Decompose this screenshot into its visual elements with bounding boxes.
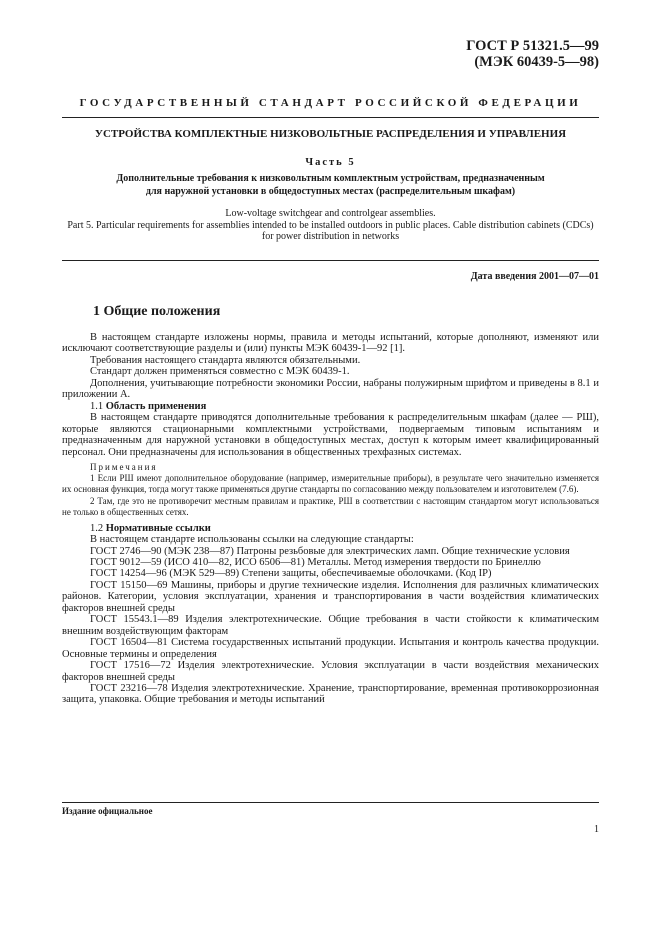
note: 1 Если РШ имеют дополнительное оборудование (например, измерительные приборы), в результате чего значительно изменяется их основная функция, тогда могут также применяться другие стандарты по согласованию между пользователем и изготовителем (7.6). <box>62 472 599 495</box>
reference-item: ГОСТ 15543.1—89 Изделия электротехнические. Общие требования в части стойкости к климатическим внешним воздействующим факторам <box>62 614 599 637</box>
document-title: УСТРОЙСТВА КОМПЛЕКТНЫЕ НИЗКОВОЛЬТНЫЕ РАСПРЕДЕЛЕНИЯ И УПРАВЛЕНИЯ <box>94 128 567 140</box>
title-rule <box>62 260 599 261</box>
english-title-line: Part 5. Particular requirements for assemblies intended to be installed outdoors in public places. Cable distribution cabinets (CDCs) for power distribution in networks <box>67 219 594 242</box>
english-title <box>62 208 599 243</box>
paragraph: Требования настоящего стандарта являются обязательными. <box>90 354 361 366</box>
state-standard-heading: ГОСУДАРСТВЕННЫЙ СТАНДАРТ РОССИЙСКОЙ ФЕДЕРАЦИИ <box>79 97 582 109</box>
effective-date: Дата введения 2001—07—01 <box>470 271 599 282</box>
reference-item: ГОСТ 23216—78 Изделия электротехнические. Хранение, транспортирование, временная противокоррозионная защита, упаковка. Общие требования и методы испытаний <box>62 682 599 706</box>
paragraph: Стандарт должен применяться совместно с МЭК 60439-1. <box>90 366 350 378</box>
paragraph: В настоящем стандарте приводятся дополнительные требования к распределительным шкафам (далее — РШ), которые являются стационарными комплектными устройствами, подвергаемым типовым испытаниям и предназначенным для наружной установки в общедоступных местах, доступ к которым имеет квалифицированный персонал. Они предназначены для использования в общественных трехфазных системах. <box>62 412 599 458</box>
standard-code <box>466 38 599 70</box>
reference-item: ГОСТ 2746—90 (МЭК 238—87) Патроны резьбовые для электрических ламп. Общие технические условия <box>90 545 570 557</box>
subsection-number: 1.1 <box>90 400 104 412</box>
note: 2 Там, где это не противоречит местным правилам и практике, РШ в соответствии с настоящим стандартом могут использоваться не только в общественных сетях. <box>62 495 599 518</box>
subsection-heading <box>62 401 599 412</box>
section-heading: 1 Общие положения <box>93 304 221 319</box>
document-subtitle <box>62 172 599 198</box>
reference-item: ГОСТ 15150—69 Машины, приборы и другие технические изделия. Исполнения для различных климатических районов. Категории, условия эксплуатации, хранения и транспортирования в части воздействия климатических факторов внешней среды <box>62 579 599 614</box>
subtitle-line: для наружной установки в общедоступных местах (распределительным шкафам) <box>145 186 516 197</box>
part-label: Часть 5 <box>305 157 356 168</box>
reference-item: ГОСТ 14254—96 (МЭК 529—89) Степени защиты, обеспечиваемые оболочками. (Код IP) <box>90 568 492 580</box>
subsection-title: Нормативные ссылки <box>105 522 211 534</box>
paragraph: Дополнения, учитывающие потребности экономики России, набраны полужирным шрифтом и приведены в 8.1 и приложении А. <box>62 377 599 401</box>
subsection-number: 1.2 <box>90 522 104 534</box>
page-number: 1 <box>594 824 599 835</box>
reference-item: ГОСТ 16504—81 Система государственных испытаний продукции. Испытания и контроль качества продукции. Основные термины и определения <box>62 637 599 660</box>
reference-item: ГОСТ 17516—72 Изделия электротехнические. Условия эксплуатации в части воздействия механических факторов внешней среды <box>62 660 599 683</box>
footer-rule <box>62 802 599 803</box>
subsection-heading <box>62 523 599 534</box>
section-body <box>62 332 599 706</box>
subsection-title: Область применения <box>105 400 207 412</box>
reference-item: ГОСТ 9012—59 (ИСО 410—82, ИСО 6506—81) Металлы. Метод измерения твердости по Бринеллю <box>90 556 541 568</box>
official-edition: Издание официальное <box>62 806 153 816</box>
iec-code: (МЭК 60439-5—98) <box>474 54 599 70</box>
english-title-line: Low-voltage switchgear and controlgear assemblies. <box>225 208 436 219</box>
notes-label: Примечания <box>90 461 158 472</box>
paragraph: В настоящем стандарте использованы ссылки на следующие стандарты: <box>90 534 414 546</box>
subtitle-line: Дополнительные требования к низковольтным комплектным устройствам, предназначенным <box>116 173 545 184</box>
header-rule <box>62 117 599 118</box>
gost-code: ГОСТ Р 51321.5—99 <box>466 38 599 54</box>
paragraph: В настоящем стандарте изложены нормы, правила и методы испытаний, которые дополняют, изменяют или исключают соответствующие разделы и (или) пункты МЭК 60439-1—92 [1]. <box>62 332 599 355</box>
